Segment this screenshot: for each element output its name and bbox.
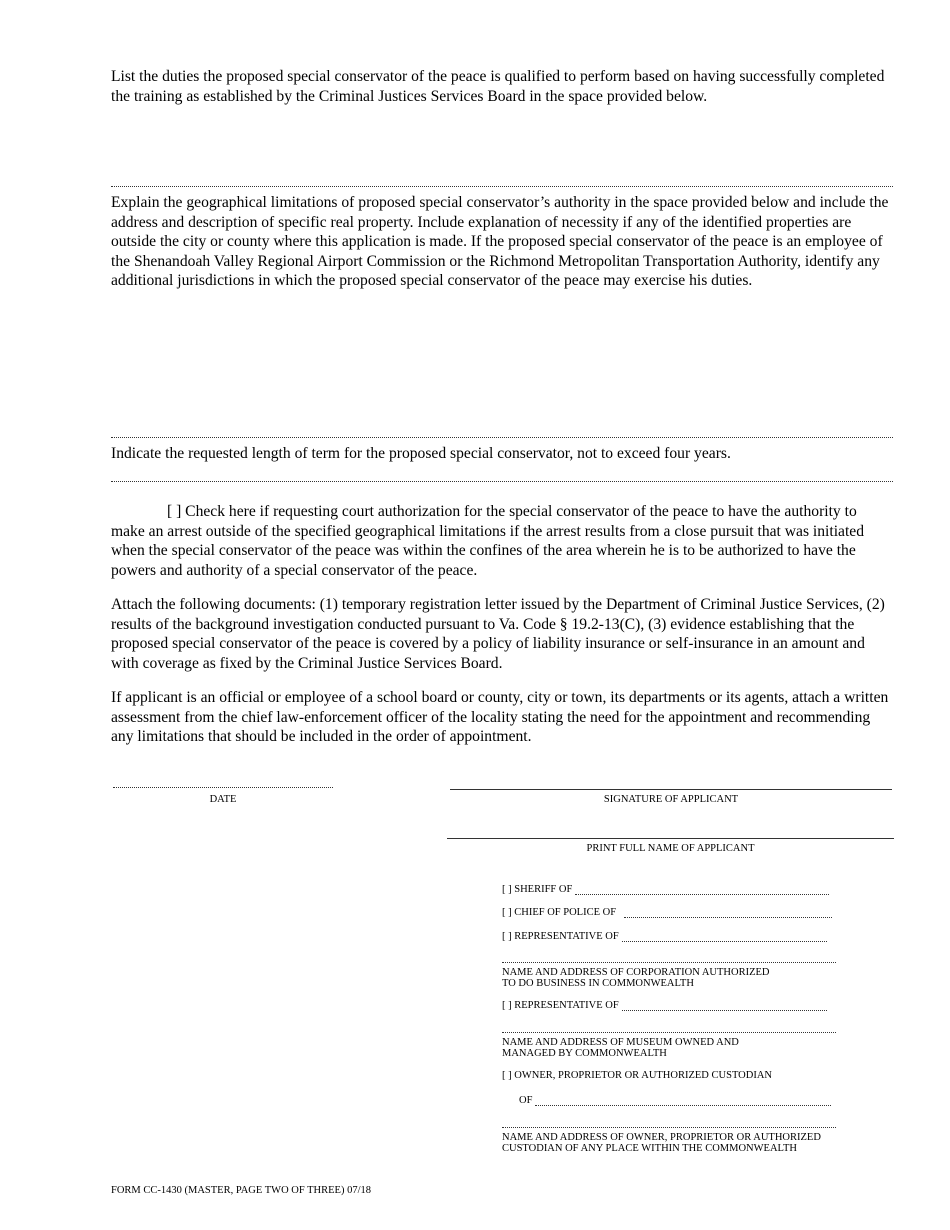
representative-option-2[interactable] bbox=[502, 1000, 827, 1011]
sheriff-fill-line[interactable] bbox=[575, 894, 829, 895]
owner-address-fill-line[interactable] bbox=[502, 1127, 836, 1128]
rep2-fill-line[interactable] bbox=[622, 1010, 827, 1011]
term-instruction: Indicate the requested length of term for the proposed special conservator, not to exceed four years. bbox=[111, 445, 731, 462]
print-name-label: PRINT FULL NAME OF APPLICANT bbox=[586, 843, 755, 854]
school-board-instruction: If applicant is an official or employee of a school board or county, city or town, its departments or its agents, attach a written assessment from the chief law-enforcement officer of the locality stating the need for the appointment and recommending any limitations that should be included in the order of appointment. bbox=[111, 689, 889, 745]
owner-option[interactable] bbox=[502, 1070, 772, 1081]
close-pursuit-checkbox-text[interactable]: [ ] Check here if requesting court authorization for the special conservator of the peace to have the authority to make an arrest outside of the specified geographical limitations if the arrest results from a close pursuit that was initiated when the special conservator of the peace was within the confines of the area wherein he is to be authorized to have the powers and authority of a special conservator of the peace. bbox=[111, 503, 865, 579]
owner-caption-2: CUSTODIAN OF ANY PLACE WITHIN THE COMMONWEALTH bbox=[502, 1143, 797, 1154]
chief-fill-line[interactable] bbox=[624, 917, 832, 918]
corporation-caption-1: NAME AND ADDRESS OF CORPORATION AUTHORIZED bbox=[502, 967, 770, 978]
duties-instruction: List the duties the proposed special conservator of the peace is qualified to perform based on having successfully completed the training as established by the Criminal Justices Services Board in the space provided below. bbox=[111, 68, 885, 105]
corporation-caption-2: TO DO BUSINESS IN COMMONWEALTH bbox=[502, 978, 694, 989]
museum-caption-1: NAME AND ADDRESS OF MUSEUM OWNED AND bbox=[502, 1037, 739, 1048]
sheriff-option-label: [ ] SHERIFF OF bbox=[502, 884, 573, 895]
owner-of-row[interactable] bbox=[519, 1095, 831, 1106]
print-name-line[interactable] bbox=[447, 838, 894, 839]
owner-caption-1: NAME AND ADDRESS OF OWNER, PROPRIETOR OR AUTHORIZED bbox=[502, 1132, 821, 1143]
rep1-option-label: [ ] REPRESENTATIVE OF bbox=[502, 931, 619, 942]
date-label: DATE bbox=[209, 794, 237, 805]
owner-of-label: OF bbox=[519, 1095, 533, 1106]
museum-fill-line[interactable] bbox=[502, 1032, 836, 1033]
sheriff-option[interactable] bbox=[502, 884, 829, 895]
form-footer: FORM CC-1430 (MASTER, PAGE TWO OF THREE) 07/18 bbox=[111, 1185, 371, 1196]
rep2-option-label: [ ] REPRESENTATIVE OF bbox=[502, 1000, 619, 1011]
term-answer-line[interactable] bbox=[111, 481, 893, 482]
owner-option-label: [ ] OWNER, PROPRIETOR OR AUTHORIZED CUSTODIAN bbox=[502, 1070, 772, 1081]
geography-instruction: Explain the geographical limitations of proposed special conservator’s authority in the space provided below and include the address and description of specific real property. Include explanation of necessity if any of the identified properties are outside the city or county where this application is made. If the proposed special conservator of the peace is an employee of the Shenandoah Valley Regional Airport Commission or the Richmond Metropolitan Transportation Authority, identify any additional jurisdictions in which the proposed special conservator of the peace may exercise his duties. bbox=[111, 194, 889, 289]
rep1-fill-line[interactable] bbox=[622, 941, 827, 942]
date-line[interactable] bbox=[113, 787, 333, 788]
representative-option-1[interactable] bbox=[502, 931, 827, 942]
attach-documents-instruction: Attach the following documents: (1) temporary registration letter issued by the Department of Criminal Justice Services, (2) results of the background investigation conducted pursuant to Va. Code § 19.2-13(C), (3) evidence establishing that the proposed special conservator of the peace is covered by a policy of liability insurance or self-insurance in an amount and with coverage as fixed by the Criminal Justice Services Board. bbox=[111, 596, 885, 672]
museum-caption-2: MANAGED BY COMMONWEALTH bbox=[502, 1048, 667, 1059]
owner-fill-line[interactable] bbox=[535, 1105, 831, 1106]
signature-line[interactable] bbox=[450, 789, 892, 790]
chief-of-police-option[interactable] bbox=[502, 907, 832, 918]
duties-answer-line[interactable] bbox=[111, 186, 893, 187]
geography-answer-line[interactable] bbox=[111, 437, 893, 438]
corporation-fill-line[interactable] bbox=[502, 962, 836, 963]
chief-option-label: [ ] CHIEF OF POLICE OF bbox=[502, 907, 617, 918]
signature-label: SIGNATURE OF APPLICANT bbox=[603, 794, 739, 805]
